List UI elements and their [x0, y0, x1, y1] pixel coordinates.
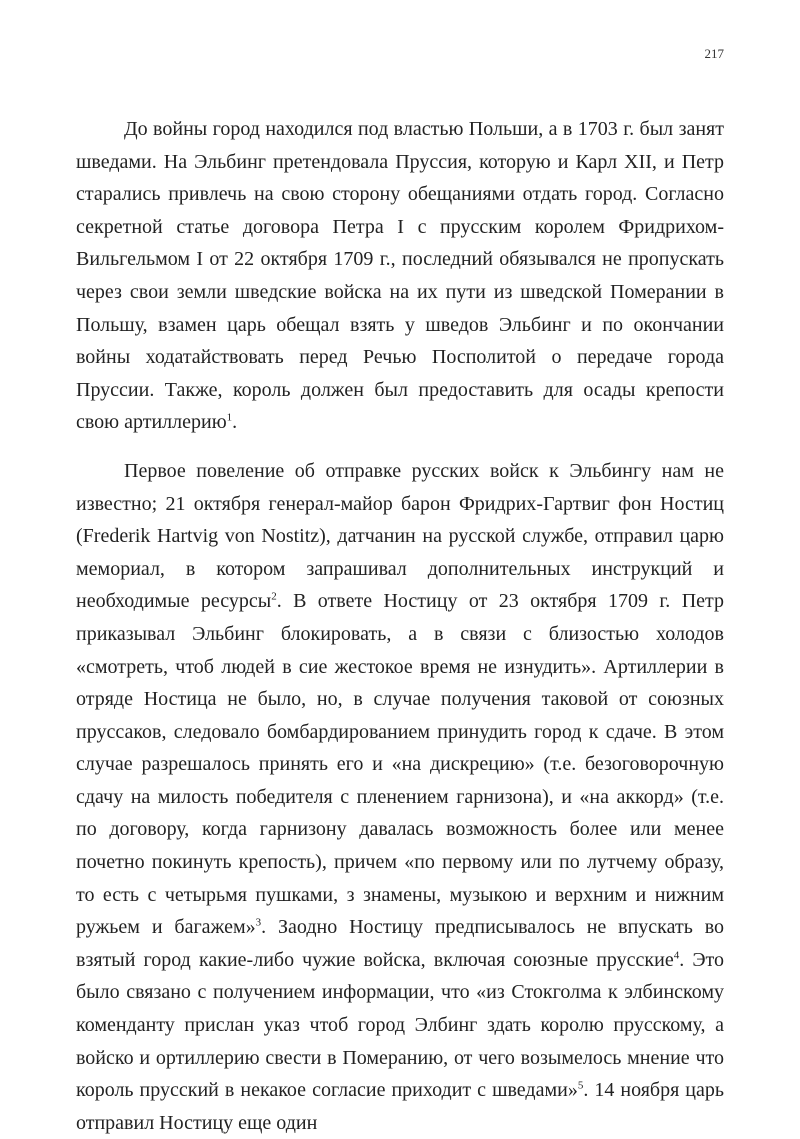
- paragraph-text: Первое повеление об отправке русских войск к Эльбингу нам не известно; 21 октября генерал-майор барон Фридрих-Гартвиг фон Ностиц (Frederik Hartvig von Nostitz), датчанин на русской службе, отправил царю мемориал, в котором запрашивал дополнительных инструкций и необходимые ресурсы: [76, 459, 724, 613]
- page-number: 217: [704, 46, 724, 61]
- paragraph-text: До войны город находился под властью Польши, а в 1703 г. был занят шведами. На Эльбинг претендовала Пруссия, которую и Карл XII, и Петр старались привлечь на свою сторону обещаниями отдать город. Согласно секретной статье договора Петра I с прусским королем Фридрихом-Вильгельмом I от 22 октября 1709 г., последний обязывался не пропускать через свои земли шведские войска на их пути из шведской Померании в Польшу, взамен царь обещал взять у шведов Эльбинг и по окончании войны ходатайствовать перед Речью Посполитой о передаче города Пруссии. Также, король должен был предоставить для осады крепости свою артиллерию: [76, 118, 724, 434]
- paragraph-1: [76, 113, 724, 439]
- paragraph-text: . В ответе Ностицу от 23 октября 1709 г. Петр приказывал Эльбинг блокировать, а в связи с близостью холодов «смотреть, чтоб людей в сие жестокое время не изнудить». Артиллерии в отряде Ностица не было, но, в случае получения таковой от союзных пруссаков, следовало бомбардированием принудить город к сдаче. В этом случае разрешалось принять его и «на дискрецию» (т.е. безоговорочную сдачу на милость победителя с пленением гарнизона), и «на аккорд» (т.е. по договору, когда гарнизону давалась возможность более или менее почетно покинуть крепость), причем «по первому или по лутчему образу, то есть с четырьмя пушками, з знамены, музыкою и верхним и нижним ружьем и багажем»: [76, 590, 724, 939]
- paragraph-text: . Это было связано с получением информации, что «из Стокголма к элбинскому коменданту прислан указ чтоб город Элбинг здать королю прусскому, а войско и ортиллерию свести в Померанию, от чего возымелось мнение что король прусский в некакое согласие приходит с шведами»: [76, 948, 724, 1102]
- footnote-ref-2[interactable]: 2: [271, 590, 277, 603]
- paragraph-2: [76, 455, 724, 1139]
- footnote-ref-4[interactable]: 4: [673, 949, 680, 962]
- footnote-ref-5[interactable]: 5: [577, 1079, 584, 1092]
- body-text: [76, 113, 724, 1139]
- footnote-ref-1[interactable]: 1: [226, 411, 233, 424]
- paragraph-text: . Заодно Ностицу предписывалось не впускать во взятый город какие-либо чужие войска, включая союзные прусские: [76, 916, 724, 971]
- footnote-ref-3[interactable]: 3: [255, 916, 262, 929]
- paragraph-text: .: [232, 411, 238, 434]
- paragraph-text: . 14 ноября царь отправил Ностицу еще один: [76, 1079, 725, 1134]
